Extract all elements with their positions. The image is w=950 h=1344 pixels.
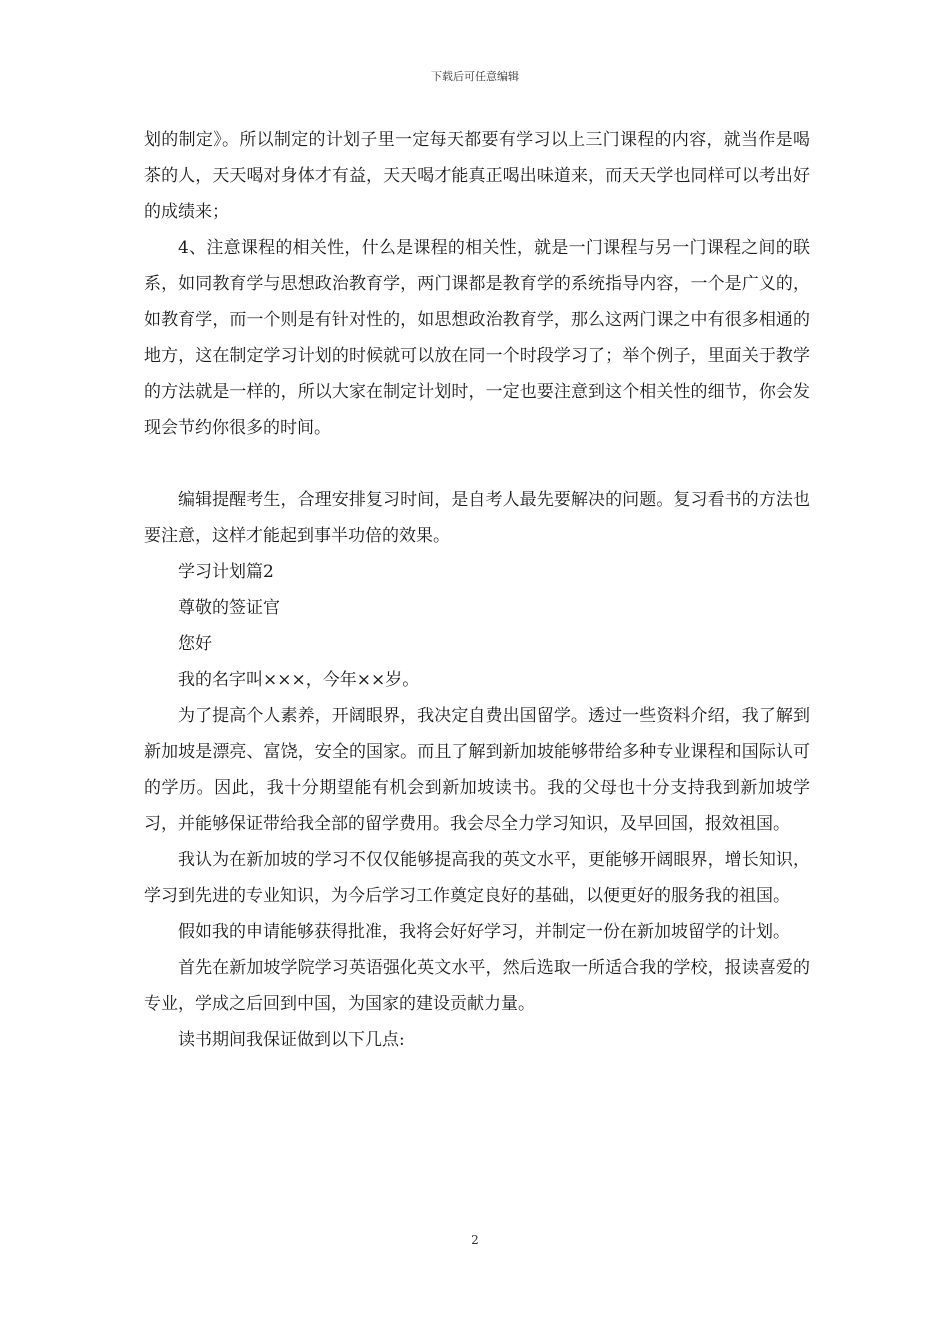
page-number: 2	[471, 1233, 479, 1247]
greeting: 您好	[178, 634, 212, 654]
paragraph: 假如我的申请能够获得批准，我将会好好学习，并制定一份在新加坡留学的计划。	[178, 922, 790, 942]
paragraph: 为了提高个人素养，开阔眼界，我决定自费出国留学。透过一些资料介绍，我了解到新加坡是漂亮、富饶，安全的国家。而且了解到新加坡能够带给多种专业课程和国际认可的学历。因此，我十分期望能有机会到新加坡读书。我的父母也十分支持我到新加坡学习，并能够保证带给我全部的留学费用。我会尽全力学习知识，及早回国，报效祖国。	[144, 706, 810, 834]
paragraph: 编辑提醒考生，合理安排复习时间，是自考人最先要解决的问题。复习看书的方法也要注意，这样才能起到事半功倍的效果。	[144, 490, 810, 546]
salutation: 尊敬的签证官	[178, 598, 280, 618]
section-title: 学习计划篇2	[178, 562, 274, 582]
paragraph: 读书期间我保证做到以下几点:	[178, 1030, 405, 1050]
paragraph: 4、注意课程的相关性，什么是课程的相关性，就是一门课程与另一门课程之间的联系，如同教育学与思想政治教育学，两门课都是教育学的系统指导内容，一个是广义的，如教育学，而一个则是有针对性的，如思想政治教育学，那么这两门课之中有很多相通的地方，这在制定学习计划的时候就可以放在同一个时段学习了；举个例子，里面关于教学的方法就是一样的，所以大家在制定计划时，一定也要注意到这个相关性的细节，你会发现会节约你很多的时间。	[144, 238, 810, 438]
document-body	[144, 122, 810, 1058]
paragraph-gap	[144, 446, 810, 482]
paragraph: 我认为在新加坡的学习不仅仅能够提高我的英文水平，更能够开阔眼界，增长知识，学习到先进的专业知识，为今后学习工作奠定良好的基础，以便更好的服务我的祖国。	[144, 850, 810, 906]
page-header: 下载后可任意编辑	[431, 70, 519, 83]
paragraph: 划的制定》。所以制定的计划子里一定每天都要有学习以上三门课程的内容，就当作是喝茶的人，天天喝对身体才有益，天天喝才能真正喝出味道来，而天天学也同样可以考出好的成绩来；	[144, 130, 810, 222]
paragraph: 首先在新加坡学院学习英语强化英文水平，然后选取一所适合我的学校，报读喜爱的专业，学成之后回到中国，为国家的建设贡献力量。	[144, 958, 810, 1014]
paragraph: 我的名字叫×××，今年××岁。	[178, 670, 420, 690]
